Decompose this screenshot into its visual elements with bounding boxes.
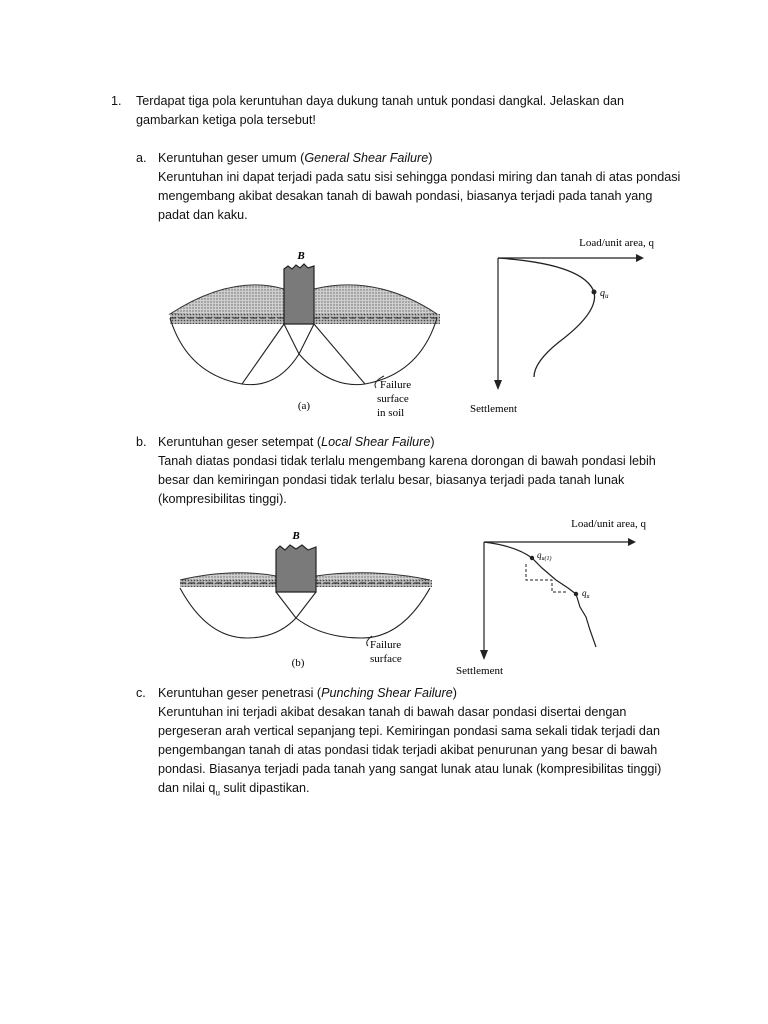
chart-a-x-label: Load/unit area, q: [579, 237, 654, 249]
section-b-letter: b.: [136, 435, 147, 449]
section-c-paren-open: (: [313, 686, 322, 700]
chart-b-qu-point: [574, 592, 578, 596]
section-c-letter: c.: [136, 686, 146, 700]
heave-left: [170, 285, 284, 318]
section-c-heading: [158, 684, 681, 703]
section-c-body: Keruntuhan ini terjadi akibat desakan tanah di bawah dasar pondasi disertai dengan pergeseran arah vertical sepanjang tepi. Kemiringan pondasi sama sekali tidak terjadi dan pengembangan tanah di atas pondasi tidak terjadi akibat penurunan yang besar di bawah pondasi. Biasanya terjadi pada tanah yang sangat lunak atau lunak (kompresibilitas tinggi) dan nilai: [158, 705, 662, 795]
figure-b-soil-diagram: [172, 528, 442, 673]
chart-b-y-label: Settlement: [456, 665, 504, 677]
footing-b: [276, 545, 316, 592]
question-number: 1.: [111, 94, 122, 108]
question-text: Terdapat tiga pola keruntuhan daya dukung tanah untuk pondasi dangkal. Jelaskan dan gambarkan ketiga pola tersebut!: [136, 94, 625, 127]
footing-b-label: B: [292, 530, 300, 542]
section-a-letter: a.: [136, 151, 147, 165]
section-c-title: Keruntuhan geser penetrasi: [158, 686, 314, 700]
section-c: [136, 684, 681, 803]
chart-a-curve: [498, 258, 595, 377]
chart-a-y-label: Settlement: [470, 403, 518, 415]
figure-a-chart: [464, 232, 664, 422]
figure-a-failure-label-3: in soil: [377, 407, 405, 419]
section-a-paren-open: (: [296, 151, 305, 165]
section-a-heading: [158, 149, 681, 168]
chart-b-qu1-label: $q_{u(1)}$: [537, 550, 552, 562]
heave-right: [314, 285, 437, 318]
section-b: [136, 433, 681, 509]
footing-a: [284, 264, 314, 324]
chart-a-qu-point: [592, 290, 597, 295]
section-b-heading: [158, 433, 681, 452]
figure-b-failure-label-2: surface: [370, 653, 402, 665]
section-a-title-en: General Shear Failure: [304, 151, 429, 165]
footing-a-label: B: [297, 250, 305, 262]
figure-b-chart: [456, 512, 656, 682]
figure-b-caption: (b): [291, 657, 305, 669]
section-c-paren-close: ): [452, 686, 457, 700]
chart-b-qu-label: $q_u$: [582, 588, 590, 600]
chart-b-x-label: Load/unit area, q: [571, 518, 646, 530]
section-b-title-en: Local Shear Failure: [321, 435, 431, 449]
section-c-title-en: Punching Shear Failure: [321, 686, 453, 700]
chart-a-qu-label: $q_u$: [600, 288, 609, 300]
section-c-qu: $q_u$: [208, 781, 220, 798]
question-1: [111, 92, 671, 130]
figure-a-failure-label-1: Failure: [380, 379, 412, 391]
section-b-title: Keruntuhan geser setempat: [158, 435, 314, 449]
section-a: [136, 149, 681, 225]
section-a-title: Keruntuhan geser umum: [158, 151, 297, 165]
section-b-paren-open: (: [313, 435, 322, 449]
figure-a-failure-label-2: surface: [377, 393, 409, 405]
section-b-paren-close: ): [430, 435, 435, 449]
section-b-body: Tanah diatas pondasi tidak terlalu mengembang karena dorongan di bawah pondasi lebih besar dan kemiringan pondasi tidak terlalu besar, biasanya terjadi pada tanah lunak (kompresibilitas tinggi).: [158, 454, 656, 506]
section-a-body: Keruntuhan ini dapat terjadi pada satu sisi sehingga pondasi miring dan tanah di atas pondasi mengembang akibat desakan tanah di bawah pondasi, biasanya terjadi pada tanah yang padat dan kaku.: [158, 170, 681, 222]
figure-a-caption: (a): [297, 400, 311, 412]
chart-b-qu1-point: [530, 556, 534, 560]
figure-a-soil-diagram: [162, 244, 452, 424]
figure-b-failure-label-1: Failure: [370, 639, 402, 651]
section-a-paren-close: ): [428, 151, 433, 165]
section-c-body-end: sulit dipastikan.: [219, 781, 310, 795]
